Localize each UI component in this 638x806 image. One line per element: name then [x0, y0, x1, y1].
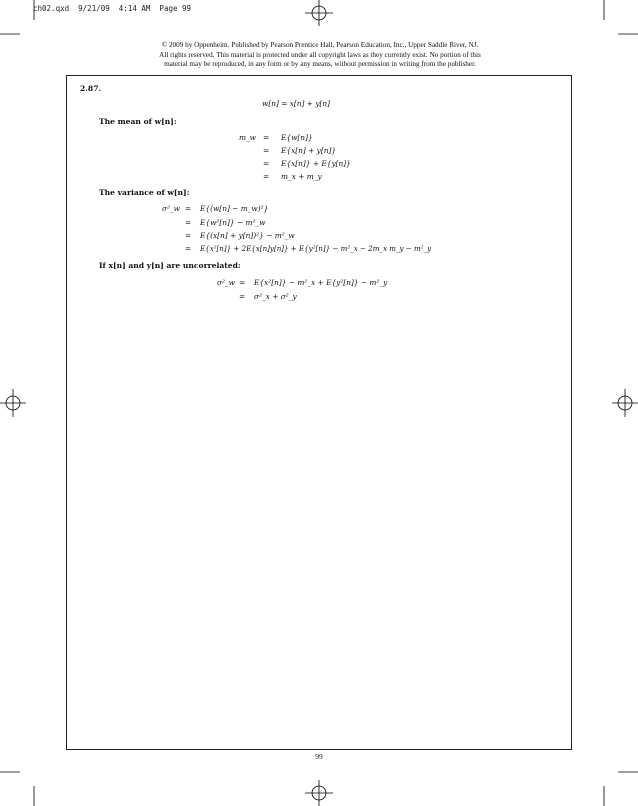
equation-lhs: σ²_w [161, 204, 180, 213]
uncorrelated-heading: If x[n] and y[n] are uncorrelated: [99, 261, 241, 270]
equals-sign: = [185, 244, 192, 253]
registration-mark-right [612, 389, 638, 417]
equals-sign: = [263, 159, 270, 168]
equals-sign: = [263, 133, 270, 142]
registration-mark-top [305, 0, 333, 26]
equals-sign: = [185, 231, 192, 240]
registration-mark-left [0, 389, 26, 417]
page-number: 99 [315, 752, 323, 761]
copyright-notice [120, 41, 520, 70]
equation-rhs: m_x + m_y [281, 172, 322, 181]
equals-sign: = [263, 172, 270, 181]
copyright-line: material may be reproduced, in any form or by any means, without permission in writing from the publisher. [164, 60, 476, 68]
equals-sign: = [185, 218, 192, 227]
equals-sign: = [239, 278, 246, 287]
problem-number: 2.87. [80, 84, 102, 93]
equation-rhs: E{x²[n]} + 2E{x[n]y[n]} + E{y²[n]} − m²_x − 2m_x m_y − m²_y [200, 244, 432, 253]
main-equation: w[n] = x[n] + y[n] [262, 99, 331, 108]
equation-rhs: E{(x[n] + y[n])²} − m²_w [200, 231, 295, 240]
equals-sign: = [239, 292, 246, 301]
equation-rhs: E{w²[n]} − m²_w [200, 218, 266, 227]
equals-sign: = [185, 204, 192, 213]
file-slug: ch02.qxd 9/21/09 4:14 AM Page 99 [33, 4, 192, 13]
copyright-line: All rights reserved. This material is protected under all copyright laws as they currently exist. No portion of this [159, 50, 481, 59]
equation-rhs: E{(w[n] − m_w)²} [200, 204, 269, 213]
equation-rhs: E{x[n] + y[n]} [281, 146, 337, 155]
equation-lhs: σ²_w [216, 278, 235, 287]
registration-mark-bottom [305, 780, 333, 806]
variance-heading: The variance of w[n]: [99, 188, 190, 197]
equation-rhs: E{x²[n]} − m²_x + E{y²[n]} − m²_y [254, 278, 388, 287]
copyright-line: © 2009 by Oppenheim. Published by Pearson Prentice Hall, Pearson Education, Inc., Upper Saddle River, NJ. [161, 41, 479, 49]
mean-heading: The mean of w[n]: [99, 117, 177, 126]
equation-lhs: m_w [238, 133, 256, 142]
equation-rhs: σ²_x + σ²_y [254, 292, 297, 301]
equation-rhs: E{x[n]} + E{y[n]} [281, 159, 351, 168]
equals-sign: = [263, 146, 270, 155]
equation-rhs: E{w[n]} [281, 133, 313, 142]
